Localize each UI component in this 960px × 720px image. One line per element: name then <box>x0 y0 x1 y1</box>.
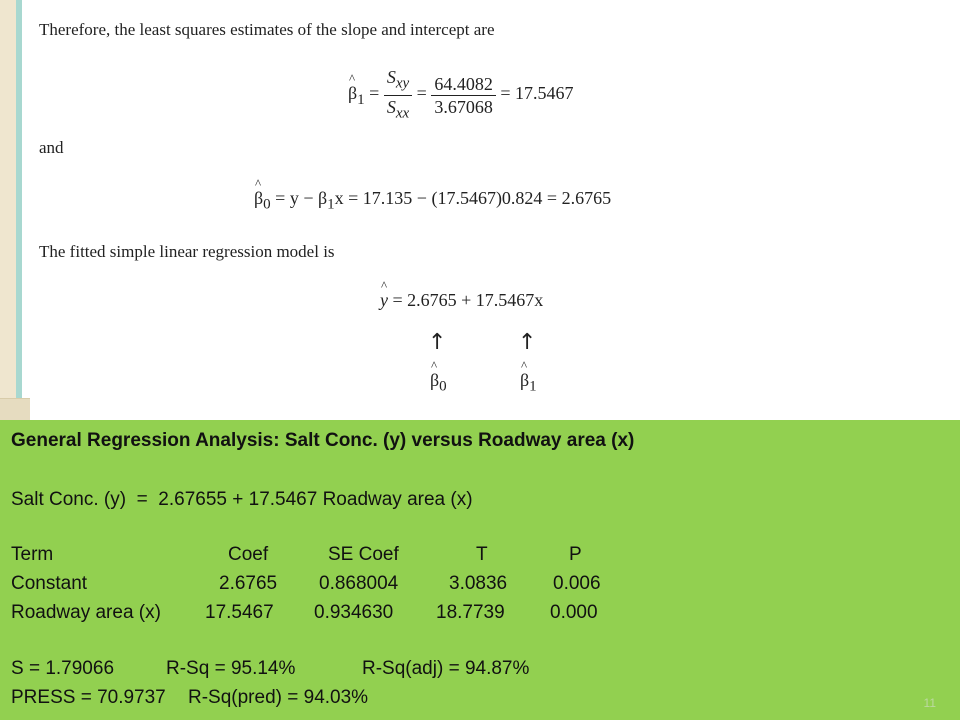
table-row-se-coef: 0.934630 <box>314 602 394 623</box>
table-row-term: Roadway area (x) <box>11 602 161 623</box>
beta1-label: ^ $\beta_1$ <box>520 370 537 396</box>
output-title: General Regression Analysis: Salt Conc. (y) versus Roadway area (x) <box>11 430 635 451</box>
beta1-result: 17.5467 <box>514 83 574 104</box>
and-text: and <box>39 138 64 157</box>
beta0-label: ^ $\beta_0$ <box>430 370 447 396</box>
beta1-equation: ^ $\beta_1$ = $\frac{S_{xy}}{S_{xx}}$ = $\frac{64.4082}{3.67068}$ = 17.5467 <box>348 66 573 124</box>
table-row-t: 3.0836 <box>449 573 508 594</box>
stat-rsq-pred: R-Sq(pred) = 94.03% <box>188 687 369 708</box>
stat-rsq: R-Sq = 95.14% <box>166 658 296 679</box>
textbook-excerpt <box>30 0 960 420</box>
beta1-symbol: ^ β <box>348 83 357 104</box>
table-row-t: 18.7739 <box>436 602 505 623</box>
col-header-p: P <box>569 544 582 565</box>
regression-equation: Salt Conc. (y) = 2.67655 + 17.5467 Roadway area (x) <box>11 489 473 510</box>
stat-press: PRESS = 70.9737 <box>11 687 166 708</box>
table-row-p: 0.006 <box>553 573 601 594</box>
stat-s: S = 1.79066 <box>11 658 115 679</box>
slide-frame-inner <box>22 0 30 398</box>
page-number: 11 <box>923 696 936 710</box>
fitted-intro-text: The fitted simple linear regression model is <box>39 242 335 261</box>
table-row-se-coef: 0.868004 <box>319 573 399 594</box>
col-header-se-coef: SE Coef <box>328 544 399 565</box>
col-header-coef: Coef <box>228 544 269 565</box>
fitted-model-equation: ^ y = 2.6765 + 17.5467x <box>380 290 543 311</box>
up-arrow-icon: ↑ <box>428 330 447 355</box>
table-row-p: 0.000 <box>550 602 598 623</box>
table-row-coef: 2.6765 <box>219 573 278 594</box>
minitab-output-panel <box>0 420 960 720</box>
sxy-over-sxx: $\frac{S_{xy}}{S_{xx}}$ <box>384 66 412 124</box>
col-header-term: Term <box>11 544 54 565</box>
intro-text: Therefore, the least squares estimates of the slope and intercept are <box>39 20 495 39</box>
stat-rsq-adj: R-Sq(adj) = 94.87% <box>362 658 530 679</box>
beta0-equation: ^ $\beta_0 = y - \beta_1x = 17.135 - (17.5467)0.824 = 2.6765$ <box>254 188 611 214</box>
table-row-term: Constant <box>11 573 88 594</box>
numeric-fraction: $\frac{64.4082}{3.67068}$ <box>431 73 496 118</box>
table-row-coef: 17.5467 <box>205 602 274 623</box>
col-header-t: T <box>476 544 488 565</box>
up-arrow-icon: ↑ <box>518 330 537 355</box>
